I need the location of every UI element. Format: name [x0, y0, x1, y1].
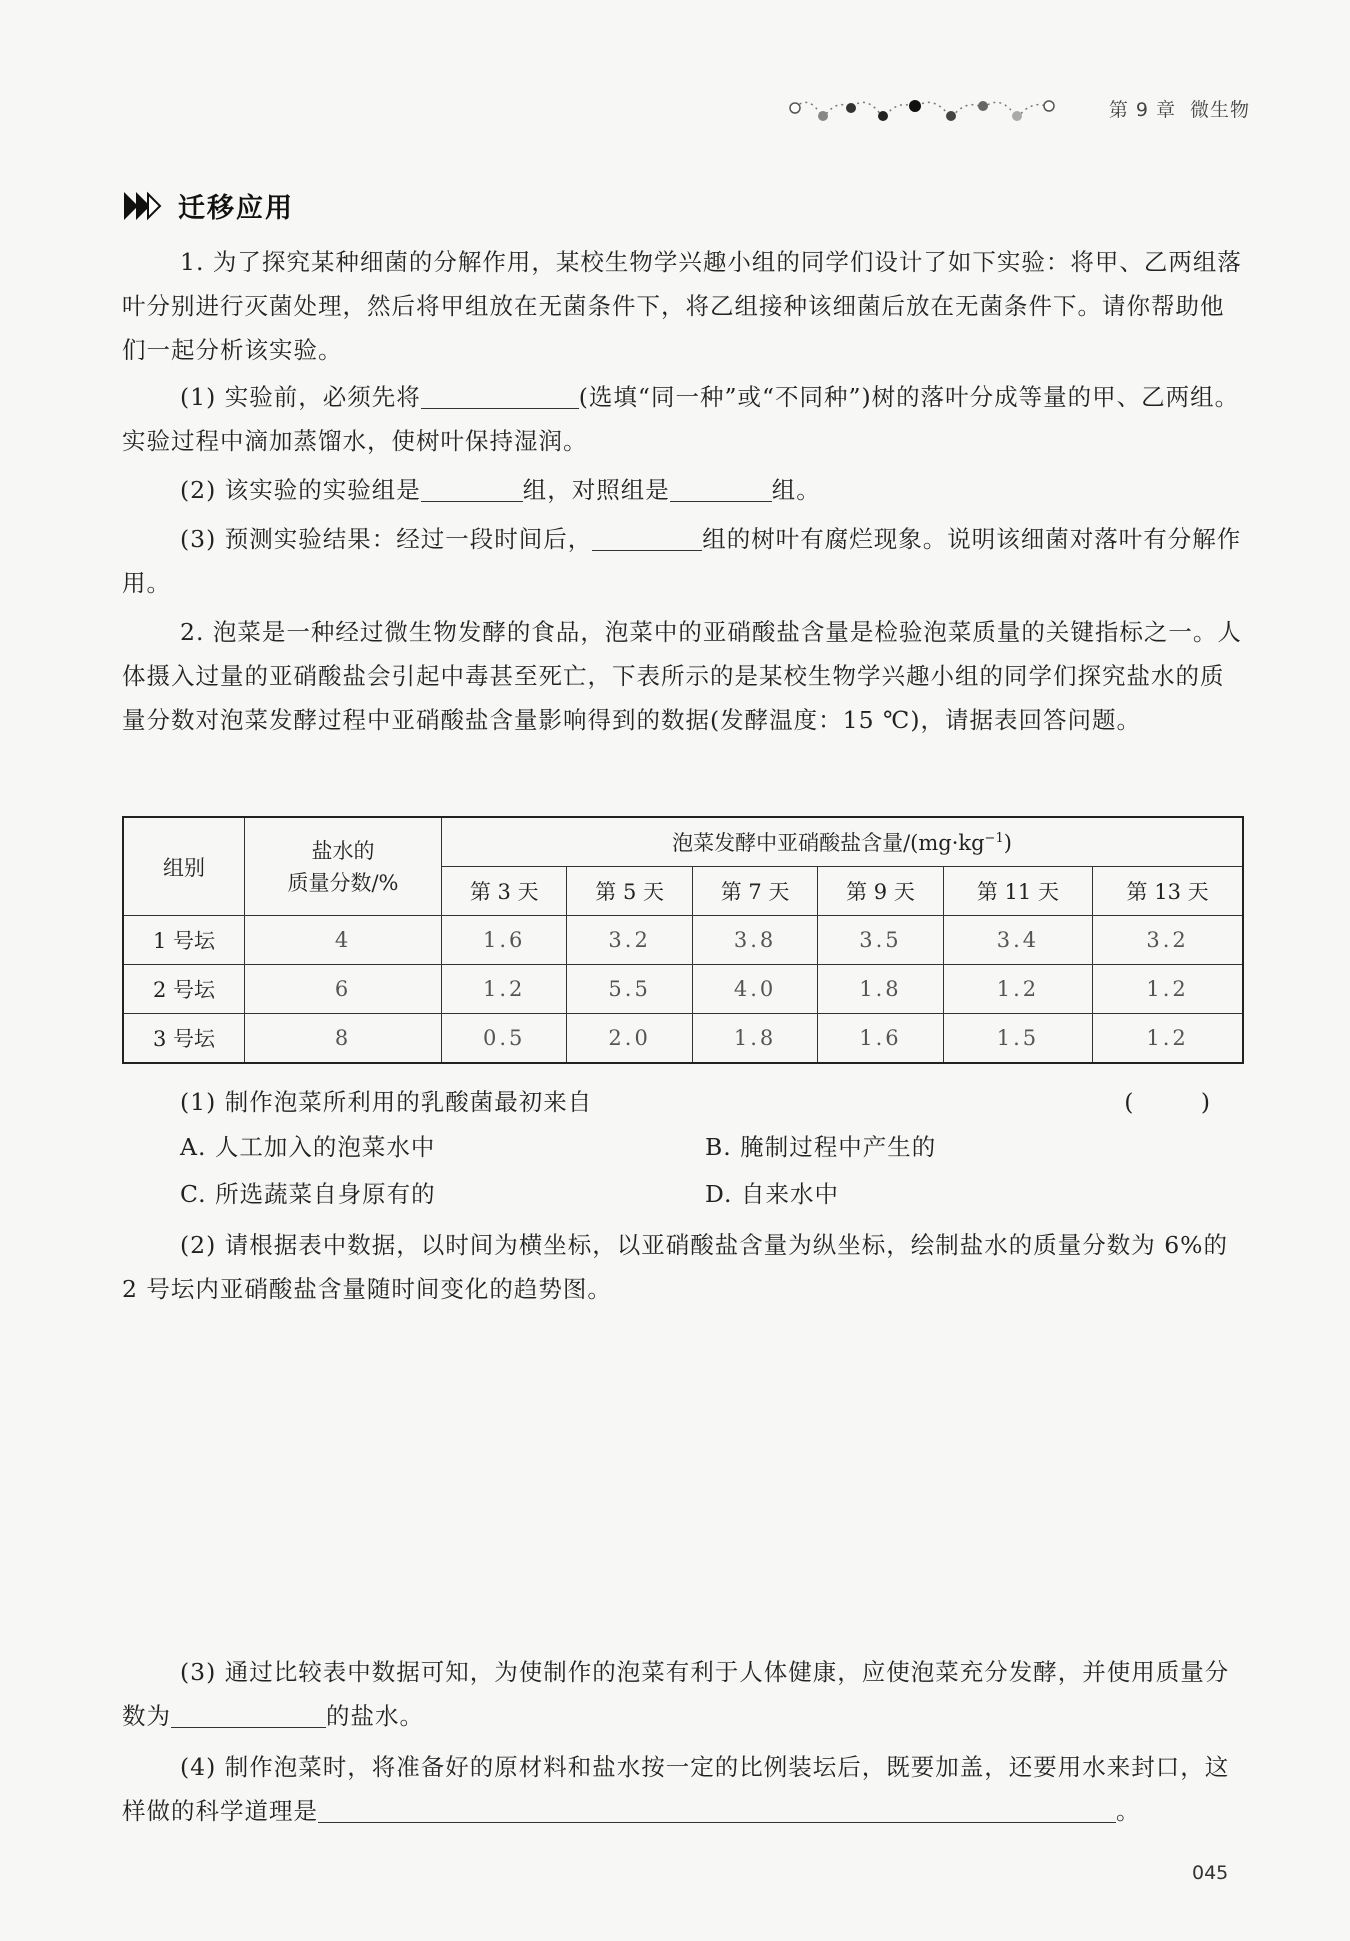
cell-value: 1.8 — [692, 1014, 817, 1064]
option-b[interactable]: B. 腌制过程中产生的 — [705, 1133, 937, 1161]
q1-sub1-text-b: (选填“同一种”或“不同种”)树的落叶分成等量的甲、乙两组。实验过程中滴加蒸馏水，使树叶保持湿润。 — [122, 383, 1240, 455]
cell-value: 3.8 — [692, 916, 817, 965]
header-day: 第 3 天 — [442, 867, 567, 916]
answer-blank[interactable] — [421, 475, 523, 502]
header-day: 第 13 天 — [1093, 867, 1243, 916]
row-name: 3 号坛 — [123, 1014, 245, 1064]
cell-value: 1.2 — [1093, 965, 1243, 1014]
graph-drawing-area[interactable] — [122, 1320, 1244, 1620]
cell-value: 1.6 — [442, 916, 567, 965]
q2-sub3-text-b: 的盐水。 — [326, 1702, 424, 1730]
table-row — [123, 916, 1243, 965]
cell-value: 3.5 — [818, 916, 943, 965]
answer-blank[interactable] — [670, 475, 772, 502]
section-heading — [122, 186, 294, 225]
row-salt: 8 — [245, 1014, 442, 1064]
q1-sub2 — [122, 468, 1244, 512]
q1-sub2-text-a: (2) 该实验的实验组是 — [180, 476, 421, 504]
dotted-wave-decoration — [787, 88, 1077, 128]
q2-sub3 — [122, 1650, 1244, 1738]
cell-value: 1.2 — [442, 965, 567, 1014]
cell-value: 1.6 — [818, 1014, 943, 1064]
header-group: 组别 — [123, 817, 245, 916]
q1-stem: 1. 为了探究某种细菌的分解作用，某校生物学兴趣小组的同学们设计了如下实验：将甲、乙两组落叶分别进行灭菌处理，然后将甲组放在无菌条件下，将乙组接种该细菌后放在无菌条件下。请你帮助他们一起分析该实验。 — [122, 248, 1242, 364]
section-title: 迁移应用 — [178, 193, 294, 224]
cell-value: 1.2 — [1093, 1014, 1243, 1064]
cell-value: 1.2 — [943, 965, 1092, 1014]
page-header — [787, 88, 1250, 128]
cell-value: 1.8 — [818, 965, 943, 1014]
header-salt-line2: 质量分数/% — [287, 870, 399, 895]
q2-stem: 2. 泡菜是一种经过微生物发酵的食品，泡菜中的亚硝酸盐含量是检验泡菜质量的关键指标之一。人体摄入过量的亚硝酸盐会引起中毒甚至死亡，下表所示的是某校生物学兴趣小组的同学们探究盐水的质量分数对泡菜发酵过程中亚硝酸盐含量影响得到的数据(发酵温度：15 ℃)，请据表回答问题。 — [122, 618, 1242, 734]
q1-sub2-text-b: 组，对照组是 — [522, 476, 670, 504]
cell-value: 3.2 — [1093, 916, 1243, 965]
cell-value: 1.5 — [943, 1014, 1092, 1064]
row-name: 1 号坛 — [123, 916, 245, 965]
table-row — [123, 1014, 1243, 1064]
answer-blank[interactable] — [592, 524, 702, 551]
header-day: 第 5 天 — [567, 867, 692, 916]
cell-value: 0.5 — [442, 1014, 567, 1064]
row-salt: 4 — [245, 916, 442, 965]
cell-value: 4.0 — [692, 965, 817, 1014]
row-salt: 6 — [245, 965, 442, 1014]
option-a[interactable]: A. 人工加入的泡菜水中 — [180, 1133, 436, 1161]
header-nitrite — [442, 817, 1244, 867]
q2-sub1: (1) 制作泡菜所利用的乳酸菌最初来自 — [180, 1088, 593, 1116]
header-salt — [245, 817, 442, 916]
q1-sub3-text-a: (3) 预测实验结果：经过一段时间后， — [180, 525, 593, 553]
q2-sub3-text-a: (3) 通过比较表中数据可知，为使制作的泡菜有利于人体健康，应使泡菜充分发酵，并使用质量分数为 — [122, 1658, 1230, 1730]
header-salt-line1: 盐水的 — [311, 838, 375, 863]
q1-sub3 — [122, 517, 1244, 605]
page-number: 045 — [1192, 1862, 1229, 1884]
answer-parentheses[interactable]: ( ) — [1124, 1088, 1240, 1116]
q2-sub4-text-a: (4) 制作泡菜时，将准备好的原材料和盐水按一定的比例装坛后，既要加盖，还要用水来封口，这样做的科学道理是 — [122, 1753, 1230, 1825]
option-c[interactable]: C. 所选蔬菜自身原有的 — [180, 1180, 436, 1208]
triple-arrow-icon — [122, 190, 164, 222]
chapter-label — [1095, 95, 1250, 122]
answer-blank[interactable] — [171, 1701, 326, 1728]
q1-sub1 — [122, 375, 1244, 463]
header-nitrite-sup: −1 — [984, 831, 1004, 846]
q2-sub4 — [122, 1745, 1244, 1833]
q1-sub2-text-c: 组。 — [771, 476, 821, 504]
cell-value: 2.0 — [567, 1014, 692, 1064]
header-day: 第 9 天 — [818, 867, 943, 916]
table-row — [123, 965, 1243, 1014]
nitrite-data-table — [122, 816, 1244, 1064]
chapter-number: 第 9 章 — [1108, 98, 1176, 121]
chapter-topic: 微生物 — [1189, 98, 1250, 121]
q1-sub1-text-a: (1) 实验前，必须先将 — [180, 383, 421, 411]
cell-value: 3.2 — [567, 916, 692, 965]
row-name: 2 号坛 — [123, 965, 245, 1014]
option-d[interactable]: D. 自来水中 — [705, 1180, 839, 1208]
q1-sub3-text-b: 组的树叶有腐烂现象。说明该细菌对落叶有分解作用。 — [122, 525, 1242, 597]
answer-blank[interactable] — [318, 1796, 1116, 1823]
q2-sub2: (2) 请根据表中数据，以时间为横坐标，以亚硝酸盐含量为纵坐标，绘制盐水的质量分数为 6%的 2 号坛内亚硝酸盐含量随时间变化的趋势图。 — [122, 1231, 1229, 1303]
cell-value: 3.4 — [943, 916, 1092, 965]
q2-sub4-text-b: 。 — [1116, 1797, 1141, 1825]
header-day: 第 7 天 — [692, 867, 817, 916]
header-nitrite-text: 泡菜发酵中亚硝酸盐含量/(mg·kg — [672, 831, 985, 855]
cell-value: 5.5 — [567, 965, 692, 1014]
answer-blank[interactable] — [421, 382, 579, 409]
header-nitrite-end: ) — [1003, 831, 1012, 855]
header-day: 第 11 天 — [943, 867, 1092, 916]
